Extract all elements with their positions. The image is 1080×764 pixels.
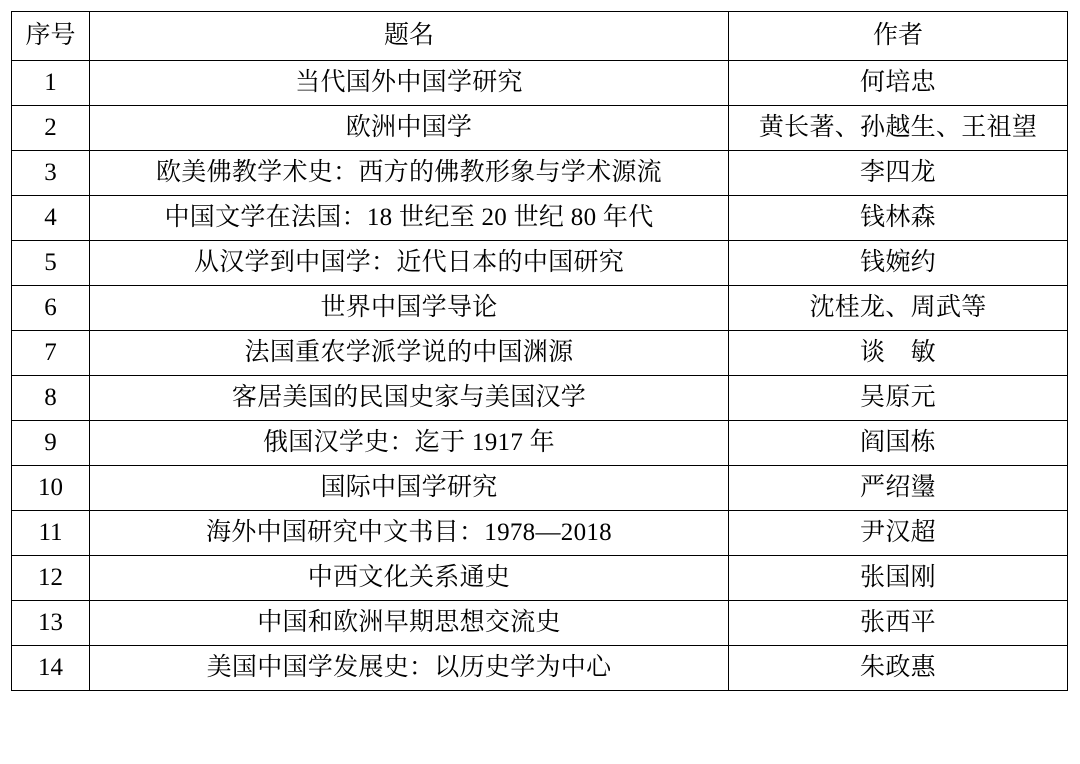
table-row: [12, 286, 1068, 331]
cell-title: 俄国汉学史：迄于 1917 年: [90, 421, 729, 466]
table-row: [12, 196, 1068, 241]
table-row: [12, 511, 1068, 556]
cell-title: 美国中国学发展史：以历史学为中心: [90, 646, 729, 691]
cell-index: 8: [12, 376, 90, 421]
document-page: [0, 11, 1080, 764]
cell-author: 朱政惠: [729, 646, 1068, 691]
table-row: [12, 601, 1068, 646]
table-row: [12, 421, 1068, 466]
table-row: [12, 106, 1068, 151]
cell-title: 中国文学在法国：18 世纪至 20 世纪 80 年代: [90, 196, 729, 241]
cell-author: 钱婉约: [729, 241, 1068, 286]
cell-author: 严绍璗: [729, 466, 1068, 511]
cell-title: 客居美国的民国史家与美国汉学: [90, 376, 729, 421]
cell-author: 何培忠: [729, 61, 1068, 106]
cell-title: 世界中国学导论: [90, 286, 729, 331]
book-list-table: [11, 11, 1068, 691]
table-row: [12, 151, 1068, 196]
cell-author: 黄长著、孙越生、王祖望: [729, 106, 1068, 151]
cell-index: 12: [12, 556, 90, 601]
cell-author: 张国刚: [729, 556, 1068, 601]
cell-index: 1: [12, 61, 90, 106]
cell-title: 中国和欧洲早期思想交流史: [90, 601, 729, 646]
table-row: [12, 556, 1068, 601]
cell-author: 阎国栋: [729, 421, 1068, 466]
column-header-index: 序号: [12, 12, 90, 61]
cell-index: 7: [12, 331, 90, 376]
cell-title: 法国重农学派学说的中国渊源: [90, 331, 729, 376]
cell-title: 国际中国学研究: [90, 466, 729, 511]
cell-title: 欧美佛教学术史：西方的佛教形象与学术源流: [90, 151, 729, 196]
table-row: [12, 61, 1068, 106]
cell-index: 5: [12, 241, 90, 286]
cell-author: 沈桂龙、周武等: [729, 286, 1068, 331]
table-row: [12, 466, 1068, 511]
cell-author: 李四龙: [729, 151, 1068, 196]
cell-author: 尹汉超: [729, 511, 1068, 556]
cell-index: 10: [12, 466, 90, 511]
column-header-title: 题名: [90, 12, 729, 61]
table-row: [12, 241, 1068, 286]
table-row: [12, 376, 1068, 421]
cell-index: 11: [12, 511, 90, 556]
cell-title: 当代国外中国学研究: [90, 61, 729, 106]
column-header-author: 作者: [729, 12, 1068, 61]
table-row: [12, 331, 1068, 376]
cell-index: 4: [12, 196, 90, 241]
table-row: [12, 646, 1068, 691]
cell-index: 6: [12, 286, 90, 331]
cell-author: 张西平: [729, 601, 1068, 646]
cell-title: 海外中国研究中文书目：1978—2018: [90, 511, 729, 556]
cell-index: 3: [12, 151, 90, 196]
cell-author: 谈 敏: [729, 331, 1068, 376]
cell-title: 中西文化关系通史: [90, 556, 729, 601]
cell-title: 欧洲中国学: [90, 106, 729, 151]
table-header: [12, 12, 1068, 61]
cell-author: 吴原元: [729, 376, 1068, 421]
cell-title: 从汉学到中国学：近代日本的中国研究: [90, 241, 729, 286]
cell-index: 13: [12, 601, 90, 646]
table-header-row: [12, 12, 1068, 61]
cell-author: 钱林森: [729, 196, 1068, 241]
cell-index: 9: [12, 421, 90, 466]
cell-index: 2: [12, 106, 90, 151]
table-body: [12, 61, 1068, 691]
cell-index: 14: [12, 646, 90, 691]
